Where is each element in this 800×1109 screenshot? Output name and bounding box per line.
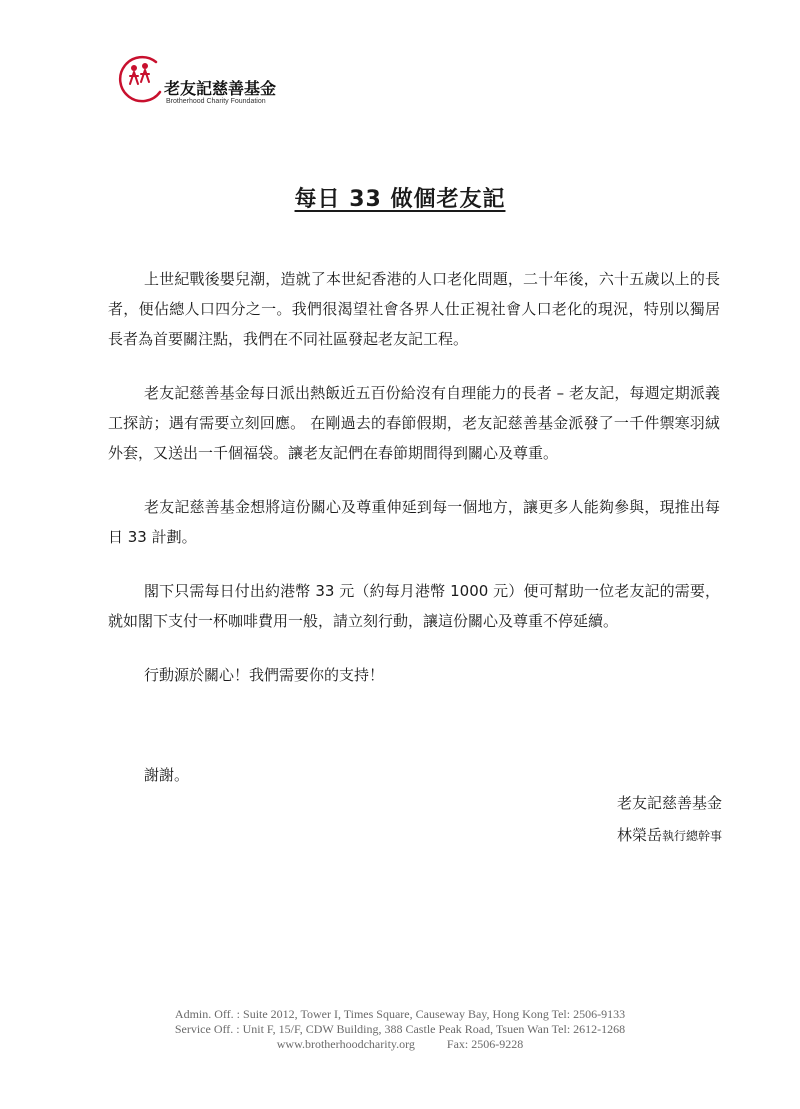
paragraph-donation: 閣下只需每日付出約港幣 33 元（約每月港幣 1000 元）便可幫助一位老友記的需要，就如閣下支付一杯咖啡費用一般，請立刻行動，讓這份關心及尊重不停延續。 [108, 582, 720, 630]
closing-thanks: 謝謝。 [144, 766, 190, 784]
foundation-name-chinese: 老友記慈善基金 [164, 79, 277, 98]
signature-person [617, 820, 722, 851]
signature-role: 執行總幹事 [661, 829, 722, 843]
footer-admin-office: Admin. Off. : Suite 2012, Tower I, Times Square, Causeway Bay, Hong Kong Tel: 2506-9133 [174, 1007, 626, 1021]
foundation-name-english: Brotherhood Charity Foundation [166, 98, 266, 105]
footer-service-office: Service Off. : Unit F, 15/F, CDW Building, 388 Castle Peak Road, Tsuen Wan Tel: 2612-1268 [174, 1022, 626, 1036]
signature-organization: 老友記慈善基金 [616, 794, 722, 812]
foundation-logo [112, 54, 282, 110]
footer-web-fax [0, 1037, 800, 1052]
footer-contact [0, 1007, 800, 1052]
paragraph-services: 老友記慈善基金每日派出熱飯近五百份給沒有自理能力的長者 – 老友記，每週定期派義工探訪；遇有需要立刻回應。 在剛過去的春節假期，老友記慈善基金派發了一千件禦寒羽絨外套，又送出一千個福袋。讓老友記們在春節期間得到關心及尊重。 [108, 384, 720, 462]
foundation-logo-icon [112, 54, 168, 108]
letter-title [0, 182, 800, 213]
signature-name: 林榮岳 [616, 826, 662, 844]
footer-fax: Fax: 2506-9228 [446, 1037, 524, 1051]
paragraph-plan: 老友記慈善基金想將這份關心及尊重伸延到每一個地方，讓更多人能夠參與，現推出每日 33 計劃。 [108, 498, 720, 546]
paragraph-call-to-action: 行動源於關心！我們需要你的支持！ [144, 666, 385, 684]
paragraph-background: 上世紀戰後嬰兒潮，造就了本世紀香港的人口老化問題，二十年後，六十五歲以上的長者，便佔總人口四分之一。我們很渴望社會各界人仕正視社會人口老化的現況，特別以獨居長者為首要關注點，我們在不同社區發起老友記工程。 [108, 270, 720, 348]
footer-website-link[interactable]: www.brotherhoodcharity.org [276, 1037, 415, 1051]
letter-title-text: 每日 33 做個老友記 [294, 187, 506, 212]
